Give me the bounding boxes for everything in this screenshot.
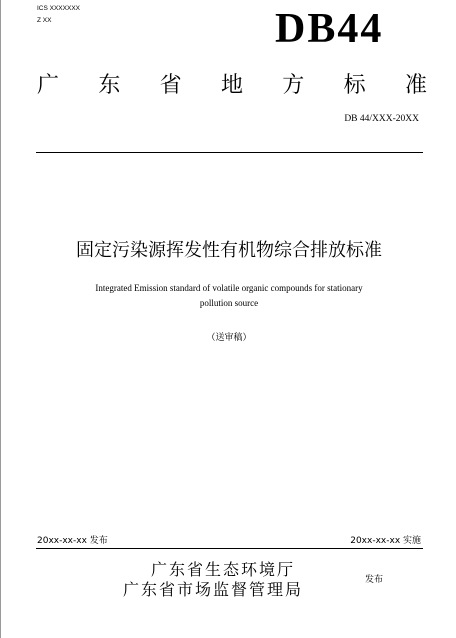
top-divider	[36, 152, 423, 153]
ics-code: ICS XXXXXXX	[37, 5, 80, 12]
document-title-en-line2: pollution source	[199, 298, 259, 308]
draft-label: （送审稿）	[206, 333, 252, 343]
implement-date: 20xx-xx-xx 实施	[350, 536, 421, 546]
issued-label: 发布	[365, 575, 384, 585]
issuer-market-dept: 广东省市场监督管理局	[123, 580, 304, 599]
province-char: 东	[98, 73, 121, 98]
province-char: 广	[36, 73, 59, 98]
province-char: 方	[282, 73, 305, 98]
document-title-cn: 固定污染源挥发性有机物综合排放标准	[76, 240, 382, 261]
province-char: 准	[404, 73, 427, 98]
province-char: 地	[220, 73, 243, 98]
province-char: 标	[343, 73, 366, 98]
bottom-divider	[36, 548, 423, 549]
standard-number: DB 44/XXX-20XX	[344, 114, 419, 124]
document-title-en-line1: Integrated Emission standard of volatile organic compounds for stationary	[95, 283, 363, 293]
db-logo: DB44	[275, 6, 384, 52]
province-char: 省	[159, 73, 182, 98]
classification-code: Z XX	[37, 17, 52, 24]
publish-date: 20xx-xx-xx 发布	[37, 536, 108, 546]
issuer-ecology-dept: 广东省生态环境厅	[151, 560, 296, 579]
province-standard-heading	[36, 68, 428, 99]
